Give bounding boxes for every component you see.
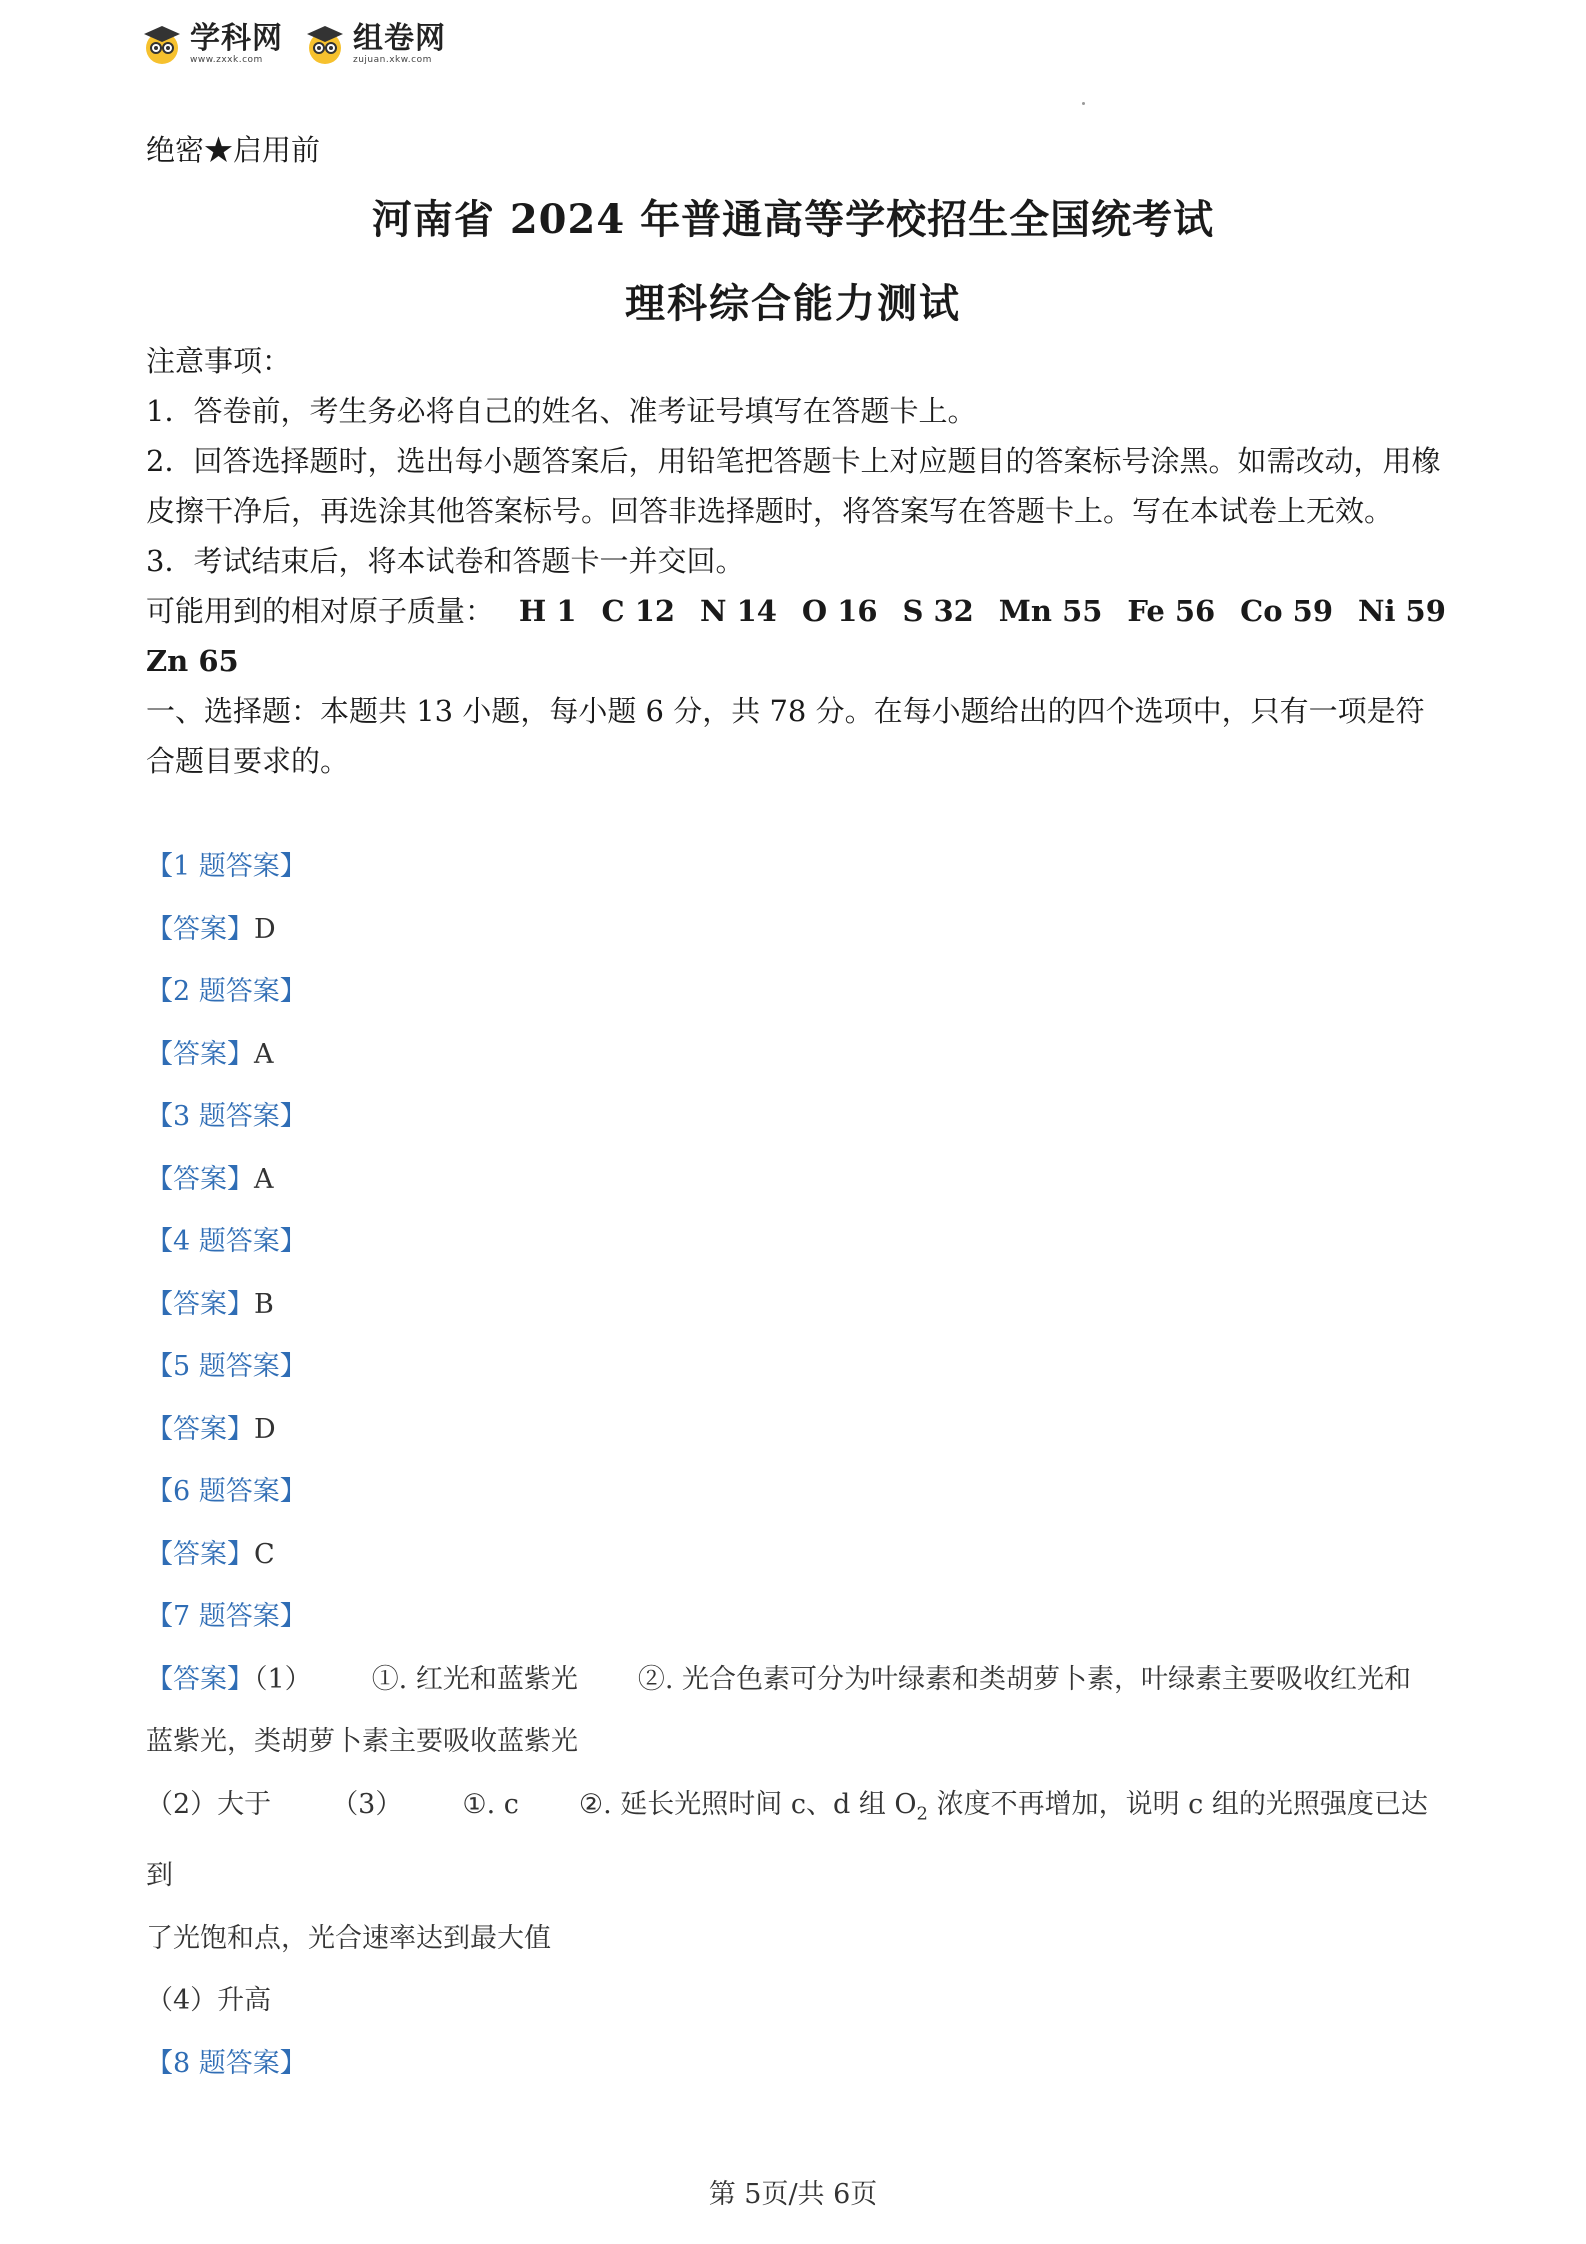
atomic-mass-item: C 12 (601, 594, 676, 628)
answer-label: 【答案】 (146, 913, 254, 945)
question-heading: 【2 题答案】 (146, 976, 307, 1007)
question-heading: 【5 题答案】 (146, 1351, 307, 1382)
atomic-mass-label: 可能用到的相对原子质量： (146, 594, 495, 628)
answer-value: A (254, 1038, 274, 1070)
answer-row (146, 1149, 1446, 1212)
answer-value: A (254, 1163, 274, 1195)
logo-url: www.zxxk.com (190, 54, 263, 65)
question-heading: 【3 题答案】 (146, 1101, 307, 1132)
notes-heading: 注意事项： (146, 344, 292, 378)
question-heading: 【6 题答案】 (146, 1476, 307, 1507)
atomic-mass-item: N 14 (699, 594, 777, 628)
q7-answer-line5: （4）升高 (146, 1985, 272, 2017)
answer-value: D (254, 913, 276, 945)
page-subtitle: 理科综合能力测试 (625, 280, 961, 327)
answer-value: D (254, 1413, 276, 1445)
secret-mark: 绝密★启用前 (146, 133, 321, 167)
question-heading: 【4 题答案】 (146, 1226, 307, 1257)
atomic-mass-item: Fe 56 (1127, 594, 1216, 628)
answer-row (146, 1399, 1446, 1462)
note-item: 3．考试结束后，将本试卷和答题卡一并交回。 (146, 544, 745, 578)
question-heading: 【8 题答案】 (146, 2047, 307, 2079)
section-heading: 一、选择题：本题共 13 小题，每小题 6 分，共 78 分。在每小题给出的四个选项中，只有一项是符合题目要求的。 (146, 694, 1425, 778)
answer-value: B (254, 1288, 274, 1320)
answer-row (146, 899, 1446, 962)
answer-row (146, 1024, 1446, 1087)
logo-zujuanwang (303, 22, 446, 66)
question-heading: 【1 题答案】 (146, 851, 307, 882)
answers-block (146, 836, 1446, 2095)
atomic-mass-item: S 32 (902, 594, 974, 628)
header-logos (140, 22, 446, 66)
q7-answer-line2: 蓝紫光，类胡萝卜素主要吸收蓝紫光 (146, 1726, 578, 1757)
logo-xuekewang (140, 22, 283, 66)
answer-label: 【答案】 (146, 1288, 254, 1320)
scan-speck (1082, 102, 1085, 105)
mascot-icon (140, 22, 184, 66)
answer-row (146, 1274, 1446, 1337)
mascot-icon (303, 22, 347, 66)
answer-value: C (254, 1538, 275, 1570)
answer-label: 【答案】 (146, 1663, 254, 1695)
note-item: 1．答卷前，考生务必将自己的姓名、准考证号填写在答题卡上。 (146, 394, 977, 428)
atomic-mass-cont: Zn 65 (146, 644, 239, 678)
answer-label: 【答案】 (146, 1413, 254, 1445)
q7-answer-line3: （2）大于 （3） ①. c ②. 延长光照时间 c、d 组 $O_2$ 浓度不再增加，说明 c 组的光照强度已达到 (146, 1788, 1428, 1892)
atomic-masses (146, 586, 1446, 636)
notes-block (146, 336, 1446, 786)
atomic-mass-item: Mn 55 (998, 594, 1103, 628)
page-title: 河南省 2024 年普通高等学校招生全国统考试 (371, 196, 1215, 243)
atomic-mass-item: Co 59 (1240, 594, 1334, 628)
atomic-mass-item: O 16 (801, 594, 878, 628)
logo-url: zujuan.xkw.com (353, 54, 432, 65)
atomic-mass-item: Ni 59 (1357, 594, 1446, 628)
page-number: 第 5页/共 6页 (708, 2179, 878, 2210)
question-heading: 【7 题答案】 (146, 1601, 307, 1632)
answer-label: 【答案】 (146, 1038, 254, 1070)
logo-name: 学科网 (190, 20, 283, 56)
answer-label: 【答案】 (146, 1538, 254, 1570)
atomic-mass-item: H 1 (518, 594, 577, 628)
logo-name: 组卷网 (353, 20, 446, 56)
q7-answer-line1: 【答案】（1） ①. 红光和蓝紫光 ②. 光合色素可分为叶绿素和类胡萝卜素，叶绿素主要吸收红光和 (146, 1663, 1412, 1695)
q7-answer-line4: 了光饱和点，光合速率达到最大值 (146, 1922, 551, 1954)
note-item: 2．回答选择题时，选出每小题答案后，用铅笔把答题卡上对应题目的答案标号涂黑。如需改动，用橡皮擦干净后，再选涂其他答案标号。回答非选择题时，将答案写在答题卡上。写在本试卷上无效。 (146, 444, 1441, 528)
answer-row (146, 1524, 1446, 1587)
answer-label: 【答案】 (146, 1163, 254, 1195)
